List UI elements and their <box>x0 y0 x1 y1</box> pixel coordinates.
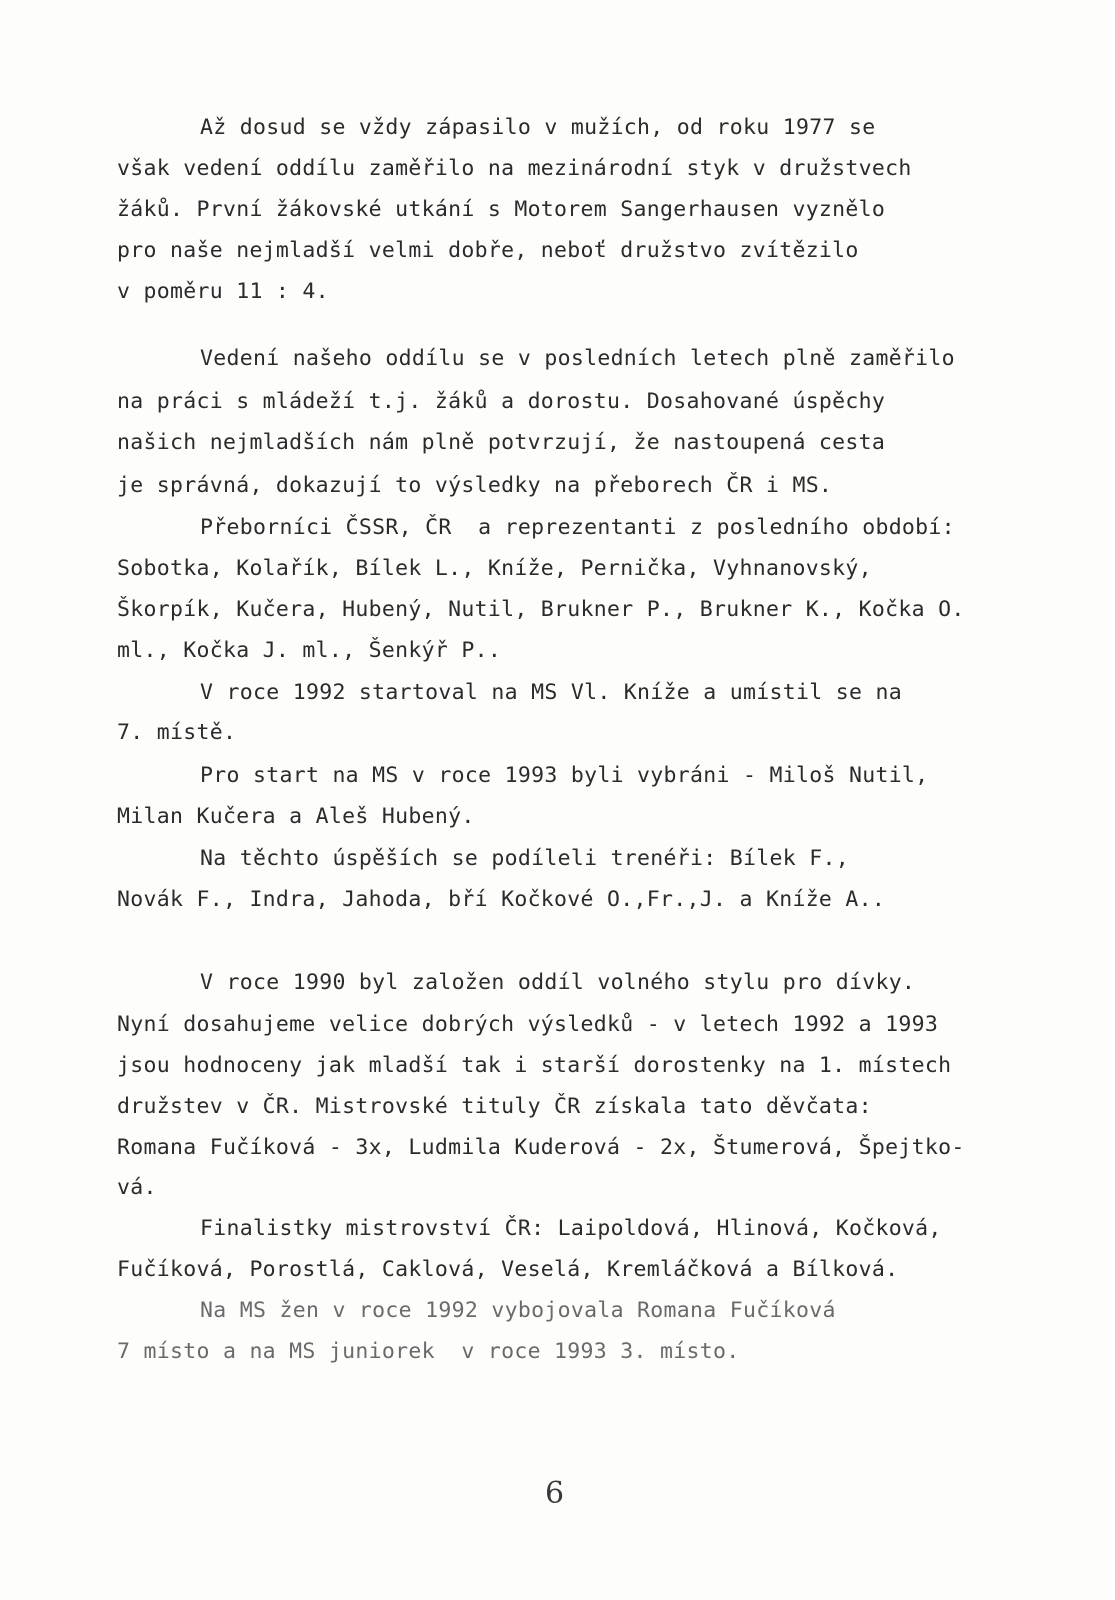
text-line: Až dosud se vždy zápasilo v mužích, od roku 1977 se <box>200 115 876 140</box>
text-line: na práci s mládeží t.j. žáků a dorostu. Dosahované úspěchy <box>117 389 886 414</box>
text-line: našich nejmladších nám plně potvrzují, že nastoupená cesta <box>117 430 886 455</box>
text-line: družstev v ČR. Mistrovské tituly ČR získala tato děvčata: <box>117 1094 872 1119</box>
text-line: V roce 1990 byl založen oddíl volného stylu pro dívky. <box>200 970 916 995</box>
text-line: v poměru 11 : 4. <box>117 279 329 304</box>
text-line: Na MS žen v roce 1992 vybojovala Romana Fučíková <box>200 1298 836 1323</box>
text-line: Vedení našeho oddílu se v posledních letech plně zaměřilo <box>200 346 955 371</box>
text-line: jsou hodnoceny jak mladší tak i starší dorostenky na 1. místech <box>117 1053 952 1078</box>
text-line: Milan Kučera a Aleš Hubený. <box>117 804 475 829</box>
text-line: V roce 1992 startoval na MS Vl. Kníže a umístil se na <box>200 680 902 705</box>
text-line: Finalistky mistrovství ČR: Laipoldová, Hlinová, Kočková, <box>200 1216 942 1241</box>
text-line: pro naše nejmladší velmi dobře, neboť družstvo zvítězilo <box>117 238 859 263</box>
text-line: vá. <box>117 1175 157 1200</box>
text-line: Přeborníci ČSSR, ČR a reprezentanti z posledního období: <box>200 515 955 540</box>
text-line: Novák F., Indra, Jahoda, bří Kočkové O.,Fr.,J. a Kníže A.. <box>117 887 886 912</box>
page-number: 6 <box>545 1476 565 1511</box>
text-line: Škorpík, Kučera, Hubený, Nutil, Brukner P., Brukner K., Kočka O. <box>117 597 965 622</box>
text-line: Pro start na MS v roce 1993 byli vybráni - Miloš Nutil, <box>200 763 929 788</box>
text-line: je správná, dokazují to výsledky na přeborech ČR i MS. <box>117 473 833 498</box>
text-line: Romana Fučíková - 3x, Ludmila Kuderová - 2x, Štumerová, Špejtko- <box>117 1135 965 1160</box>
text-line: však vedení oddílu zaměřilo na mezinárodní styk v družstvech <box>117 156 912 181</box>
text-line: Nyní dosahujeme velice dobrých výsledků - v letech 1992 a 1993 <box>117 1012 939 1037</box>
text-line: Fučíková, Porostlá, Caklová, Veselá, Kremláčková a Bílková. <box>117 1257 899 1282</box>
text-line: žáků. První žákovské utkání s Motorem Sangerhausen vyznělo <box>117 197 886 222</box>
text-line: 7. místě. <box>117 720 237 745</box>
text-line: 7 místo a na MS juniorek v roce 1993 3. místo. <box>117 1339 740 1364</box>
text-line: Na těchto úspěších se podíleli trenéři: Bílek F., <box>200 846 849 871</box>
text-line: ml., Kočka J. ml., Šenkýř P.. <box>117 638 502 663</box>
text-line: Sobotka, Kolařík, Bílek L., Kníže, Pernička, Vyhnanovský, <box>117 556 872 581</box>
